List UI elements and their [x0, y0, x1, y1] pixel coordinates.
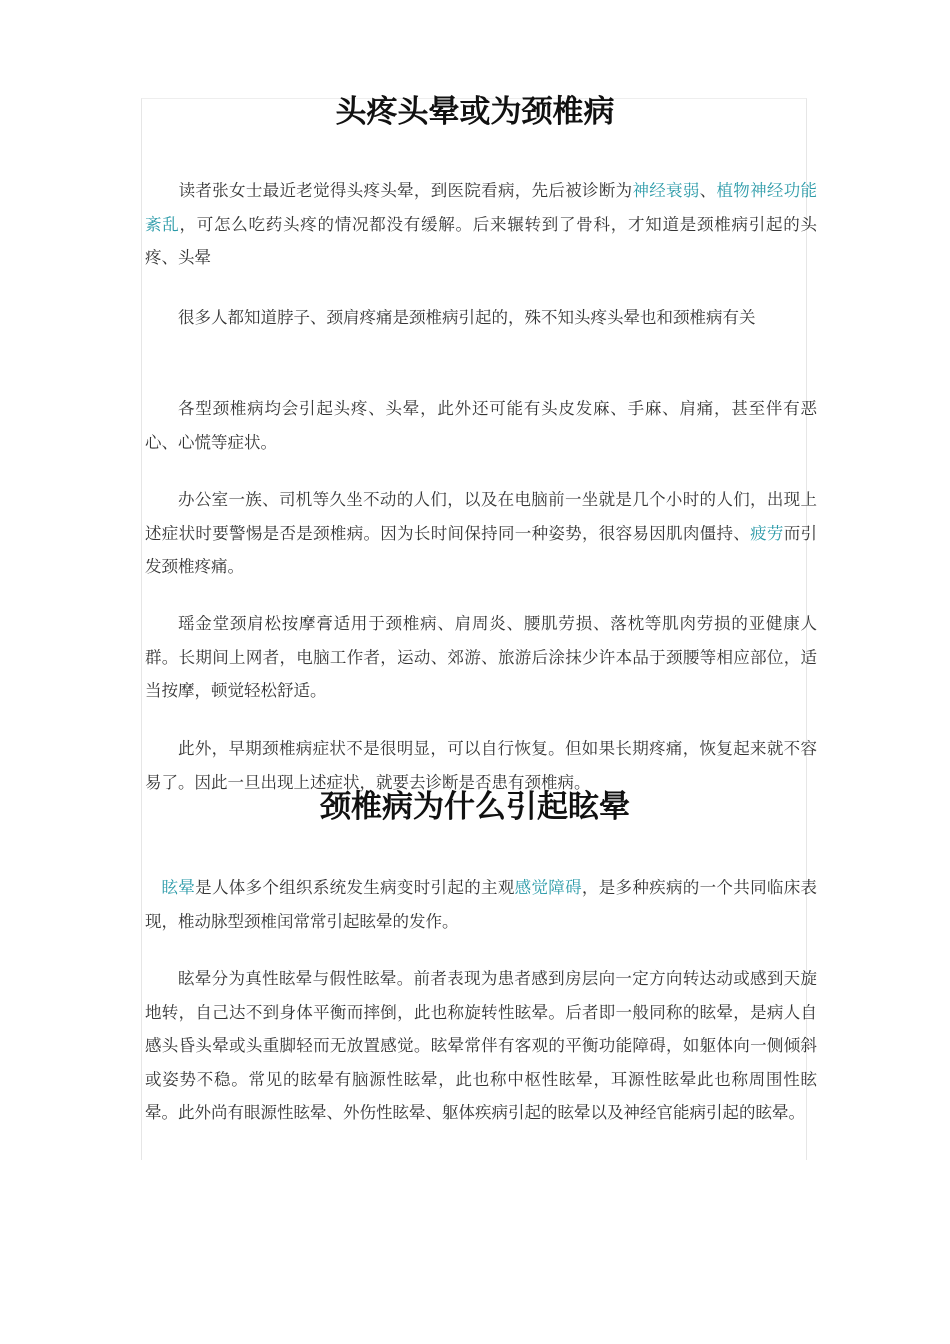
indent: [145, 181, 179, 200]
article1-paragraph-2: 很多人都知道脖子、颈肩疼痛是颈椎病引起的，殊不知头疼头晕也和颈椎病有关: [178, 308, 756, 327]
article1-paragraph-3: 各型颈椎病均会引起头疼、头晕，此外还可能有头皮发麻、手麻、肩痛，甚至伴有恶心、心慌等症状。: [145, 399, 817, 452]
link-neurasthenia[interactable]: 神经衰弱: [632, 181, 700, 200]
article1-paragraph-6: 此外，早期颈椎病症状不是很明显，可以自行恢复。但如果长期疼痛，恢复起来就不容易了。因此一旦出现上述症状，就要去诊断是否患有颈椎病。: [145, 739, 817, 792]
link-autonomic-disorder[interactable]: 植物神经功能紊乱: [145, 181, 818, 234]
article-title-1: 头疼头晕或为颈椎病: [335, 94, 615, 130]
paragraph-text: ，可怎么吃药头疼的情况都没有缓解。后来辗转到了骨科，才知道是颈椎病引起的头疼、头晕: [145, 214, 817, 267]
paragraph-text: 是人体多个组织系统发生病变时引起的主观: [195, 878, 515, 897]
link-sensory-disorder[interactable]: 感觉障碍: [514, 878, 582, 897]
article1-paragraph-4: [145, 483, 817, 584]
link-fatigue[interactable]: 疲劳: [750, 523, 784, 543]
paragraph-text: 读者张女士最近老觉得头疼头晕，到医院看病，先后被诊断为: [178, 181, 633, 200]
article-title-2: 颈椎病为什么引起眩晕: [320, 789, 630, 825]
article2-paragraph-1: [145, 871, 817, 938]
article1-paragraph-5: 瑶金堂颈肩松按摩膏适用于颈椎病、肩周炎、腰肌劳损、落枕等肌肉劳损的亚健康人群。长期间上网者，电脑工作者，运动、郊游、旅游后涂抹少许本品于颈腰等相应部位，适当按摩，顿觉轻松舒适。: [145, 614, 817, 700]
article1-paragraph-1: [145, 174, 817, 275]
link-vertigo[interactable]: 眩晕: [161, 878, 196, 897]
paragraph-text: ，是多种疾病的一个共同临床表现，椎动脉型颈椎闰常常引起眩晕的发作。: [145, 878, 818, 931]
paragraph-text: 、: [699, 181, 717, 200]
paragraph-text: 而引发颈椎疼痛。: [145, 523, 818, 576]
paragraph-text: 办公室一族、司机等久坐不动的人们，以及在电脑前一坐就是几个小时的人们，出现上述症状时要警惕是否是颈椎病。因为长时间保持同一种姿势，很容易因肌肉僵持、: [145, 490, 817, 543]
article2-paragraph-2: 眩晕分为真性眩晕与假性眩晕。前者表现为患者感到房层向一定方向转达动或感到天旋地转，自己达不到身体平衡而摔倒，此也称旋转性眩晕。后者即一般同称的眩晕，是病人自感头昏头晕或头重脚轻而无放置感觉。眩晕常伴有客观的平衡功能障碍，如躯体向一侧倾斜或姿势不稳。常见的眩晕有脑源性眩晕，此也称中枢性眩晕，耳源性眩晕此也称周围性眩晕。此外尚有眼源性眩晕、外伤性眩晕、躯体疾病引起的眩晕以及神经官能病引起的眩晕。: [145, 969, 817, 1122]
